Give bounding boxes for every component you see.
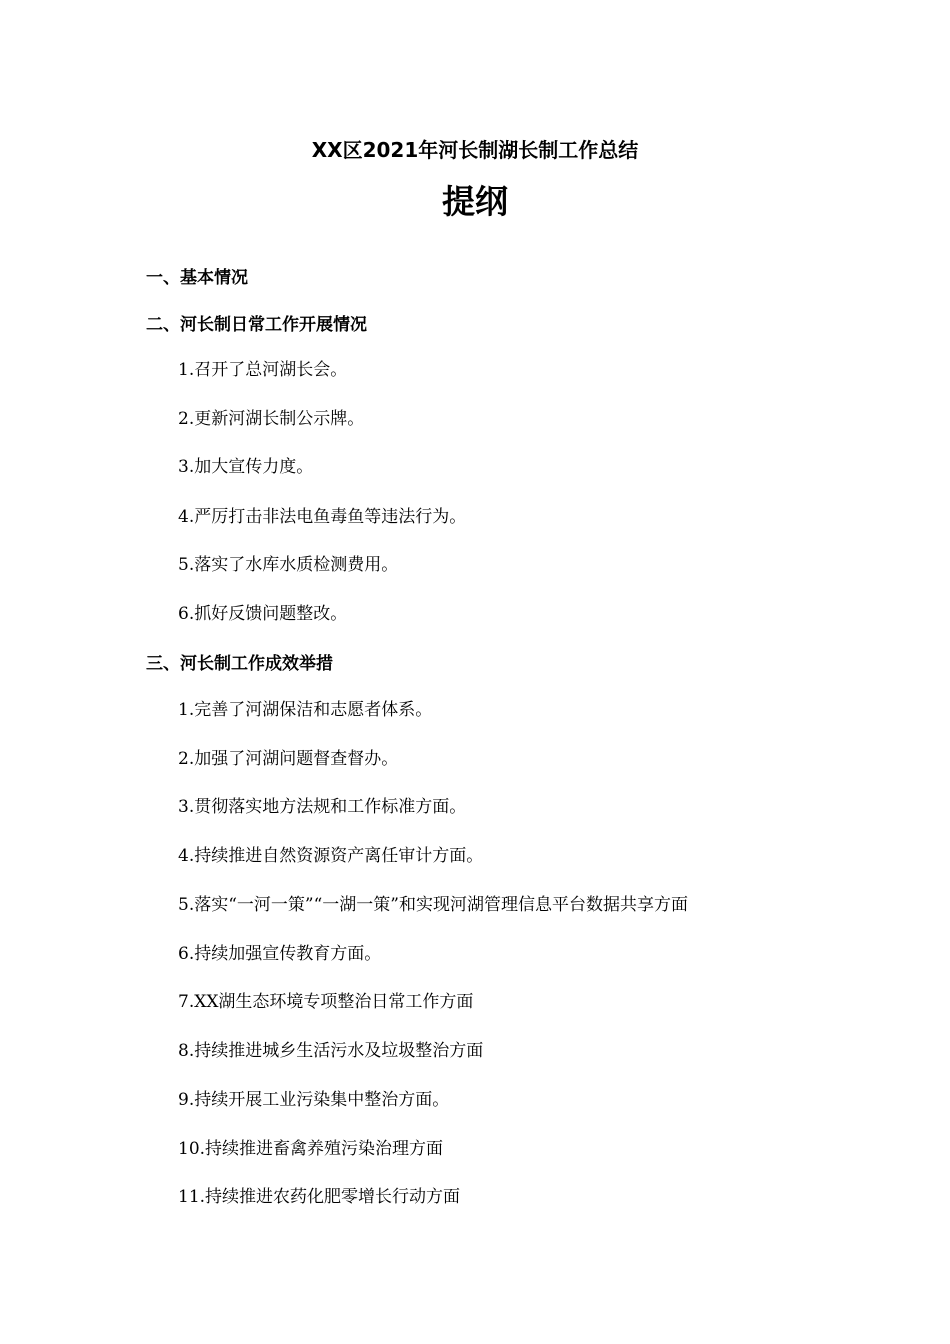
list-item: 2.加强了河湖问题督查督办。 xyxy=(178,749,399,769)
section-heading-achievements: 三、河长制工作成效举措 xyxy=(146,654,333,674)
list-item: 10.持续推进畜禽养殖污染治理方面 xyxy=(178,1139,444,1159)
list-item: 3.加大宣传力度。 xyxy=(178,457,314,477)
section-heading-daily-work: 二、河长制日常工作开展情况 xyxy=(146,315,367,335)
list-item: 3.贯彻落实地方法规和工作标准方面。 xyxy=(178,797,467,817)
document-subtitle: 提纲 xyxy=(442,182,508,221)
list-item: 9.持续开展工业污染集中整治方面。 xyxy=(178,1090,450,1110)
list-item: 6.持续加强宣传教育方面。 xyxy=(178,944,382,964)
list-item: 11.持续推进农药化肥零增长行动方面 xyxy=(178,1187,461,1207)
section-heading-basic: 一、基本情况 xyxy=(146,268,248,288)
list-item: 4.持续推进自然资源资产离任审计方面。 xyxy=(178,846,484,866)
list-item: 4.严厉打击非法电鱼毒鱼等违法行为。 xyxy=(178,507,467,527)
list-item: 8.持续推进城乡生活污水及垃圾整治方面 xyxy=(178,1041,484,1061)
list-item: 1.完善了河湖保洁和志愿者体系。 xyxy=(178,700,433,720)
document-title: XX区2021年河长制湖长制工作总结 xyxy=(311,138,639,162)
list-item: 2.更新河湖长制公示牌。 xyxy=(178,409,365,429)
list-item: 1.召开了总河湖长会。 xyxy=(178,360,348,380)
list-item: 7.XX湖生态环境专项整治日常工作方面 xyxy=(178,992,474,1012)
list-item: 5.落实了水库水质检测费用。 xyxy=(178,555,399,575)
list-item: 5.落实“一河一策”“一湖一策”和实现河湖管理信息平台数据共享方面 xyxy=(178,895,688,915)
list-item: 6.抓好反馈问题整改。 xyxy=(178,604,348,624)
